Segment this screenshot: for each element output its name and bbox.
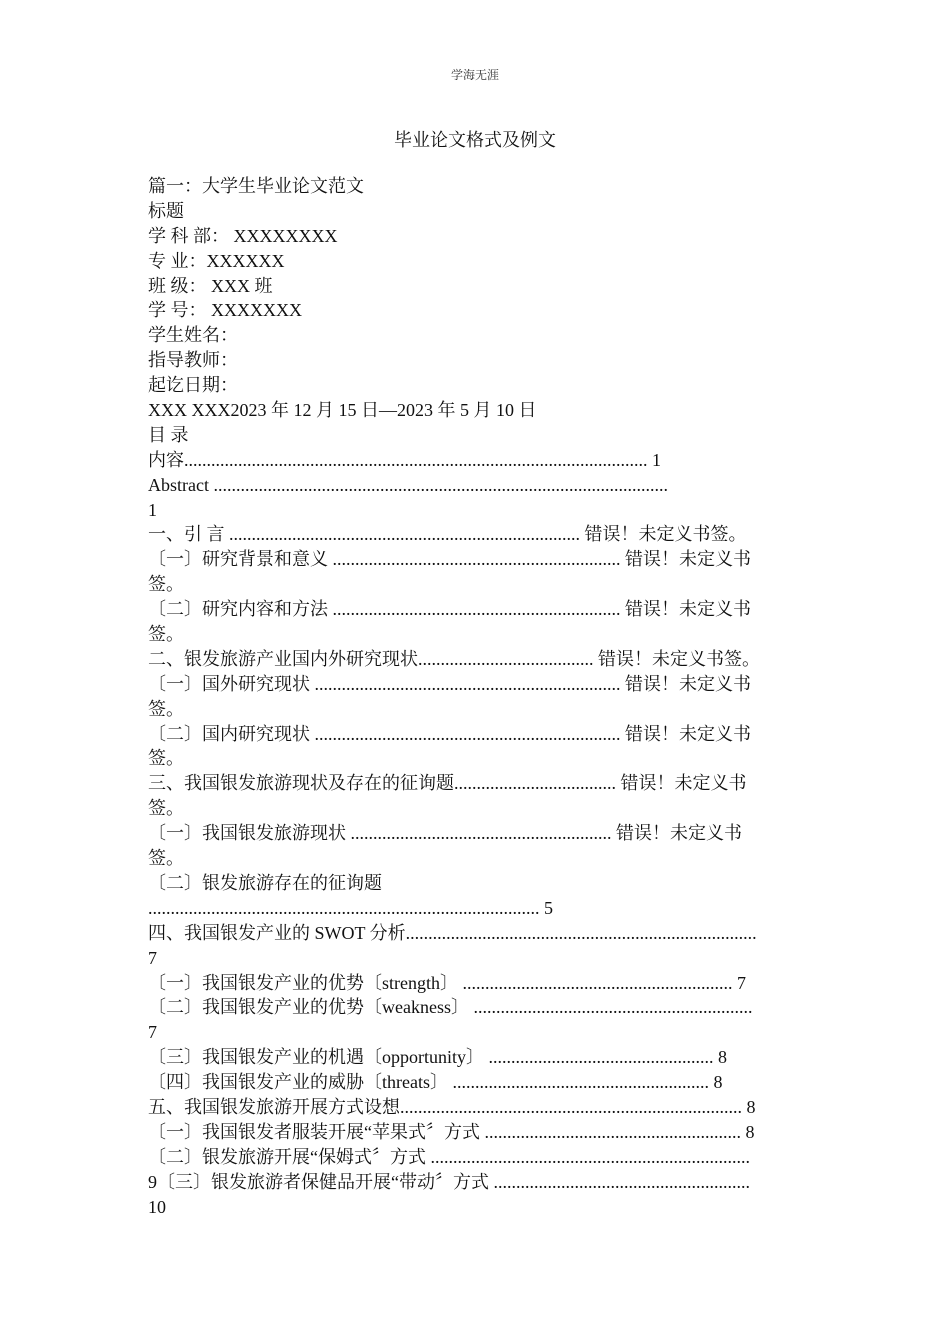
toc-entry[interactable]: 〔二〕研究内容和方法 ................................................................ 错误！未定义书 bbox=[148, 599, 751, 620]
student-name-field: 学生姓名： bbox=[148, 325, 238, 346]
toc-entry[interactable]: 四、我国银发产业的 SWOT 分析.............................................................................. bbox=[148, 922, 757, 943]
toc-entry[interactable]: 〔一〕我国银发旅游现状 .......................................................... 错误！未定义书 bbox=[148, 823, 742, 844]
toc-entry-continuation: 签。 bbox=[148, 574, 184, 595]
toc-entry[interactable]: 〔三〕我国银发产业的机遇〔opportunity〕 .................................................. 8 bbox=[148, 1047, 727, 1068]
document-body bbox=[148, 174, 808, 1219]
toc-entry-continuation: 签。 bbox=[148, 798, 184, 819]
toc-entry[interactable]: 一、引 言 .............................................................................. 错误！未定义书签。 bbox=[148, 524, 747, 545]
toc-entry[interactable]: Abstract ..................................................................................................... bbox=[148, 474, 668, 495]
toc-entry[interactable]: 〔二〕国内研究现状 .................................................................... 错误！未定义书 bbox=[148, 723, 751, 744]
toc-entry[interactable]: 内容....................................................................................................... 1 bbox=[148, 449, 661, 470]
toc-entry[interactable]: 〔一〕研究背景和意义 ................................................................ 错误！未定义书 bbox=[148, 549, 751, 570]
toc-entry-continuation: 签。 bbox=[148, 748, 184, 769]
toc-entry[interactable]: 〔二〕银发旅游存在的征询题 bbox=[148, 872, 382, 893]
student-id-field: 学 号： XXXXXXX bbox=[148, 300, 302, 321]
toc-entry-continuation: 签。 bbox=[148, 698, 184, 719]
toc-entry[interactable]: 〔一〕国外研究现状 .................................................................... 错误！未定义书 bbox=[148, 673, 751, 694]
toc-entry-continuation: 签。 bbox=[148, 624, 184, 645]
toc-entry-continuation: 签。 bbox=[148, 848, 184, 869]
toc-entry[interactable]: 〔一〕我国银发产业的优势〔strength〕 ............................................................ 7 bbox=[148, 972, 746, 993]
toc-entry[interactable]: 〔二〕我国银发产业的优势〔weakness〕 .............................................................. bbox=[148, 997, 753, 1018]
toc-entry[interactable]: 〔二〕银发旅游开展“保姆式〞方式 ....................................................................... bbox=[148, 1146, 750, 1167]
section-heading: 篇一：大学生毕业论文范文 bbox=[148, 176, 364, 196]
toc-page-number: 7 bbox=[148, 947, 157, 968]
toc-entry[interactable]: 〔四〕我国银发产业的威胁〔threats〕 ......................................................... 8 bbox=[148, 1072, 723, 1093]
page-header: 学海无涯 bbox=[450, 68, 499, 82]
date-range-label: 起讫日期： bbox=[148, 375, 238, 396]
toc-heading: 目 录 bbox=[148, 424, 189, 445]
date-range-value: XXX XXX2023 年 12 月 15 日—2023 年 5 月 10 日 bbox=[148, 400, 537, 421]
toc-page-number: 1 bbox=[148, 499, 157, 520]
advisor-field: 指导教师： bbox=[148, 350, 238, 371]
class-field: 班 级： XXX 班 bbox=[148, 275, 273, 296]
toc-entry[interactable]: 二、银发旅游产业国内外研究现状....................................... 错误！未定义书签。 bbox=[148, 648, 760, 669]
toc-entry[interactable]: 五、我国银发旅游开展方式设想............................................................................ 8 bbox=[148, 1096, 756, 1117]
title-label: 标题 bbox=[148, 200, 184, 221]
document-title: 毕业论文格式及例文 bbox=[394, 130, 556, 150]
toc-entry-continuation: ....................................................................................... 5 bbox=[148, 897, 553, 918]
toc-page-number: 7 bbox=[148, 1022, 157, 1043]
major-field: 专 业：XXXXXX bbox=[148, 250, 285, 271]
toc-page-number: 10 bbox=[148, 1196, 166, 1217]
toc-entry[interactable]: 〔一〕我国银发者服装开展“苹果式〞方式 ......................................................... 8 bbox=[148, 1121, 755, 1142]
department-field: 学 科 部： XXXXXXXX bbox=[148, 225, 338, 246]
toc-entry[interactable]: 三、我国银发旅游现状及存在的征询题.................................... 错误！未定义书 bbox=[148, 773, 747, 794]
toc-entry[interactable]: 9〔三〕银发旅游者保健品开展“带动〞方式 ......................................................... bbox=[148, 1171, 750, 1192]
